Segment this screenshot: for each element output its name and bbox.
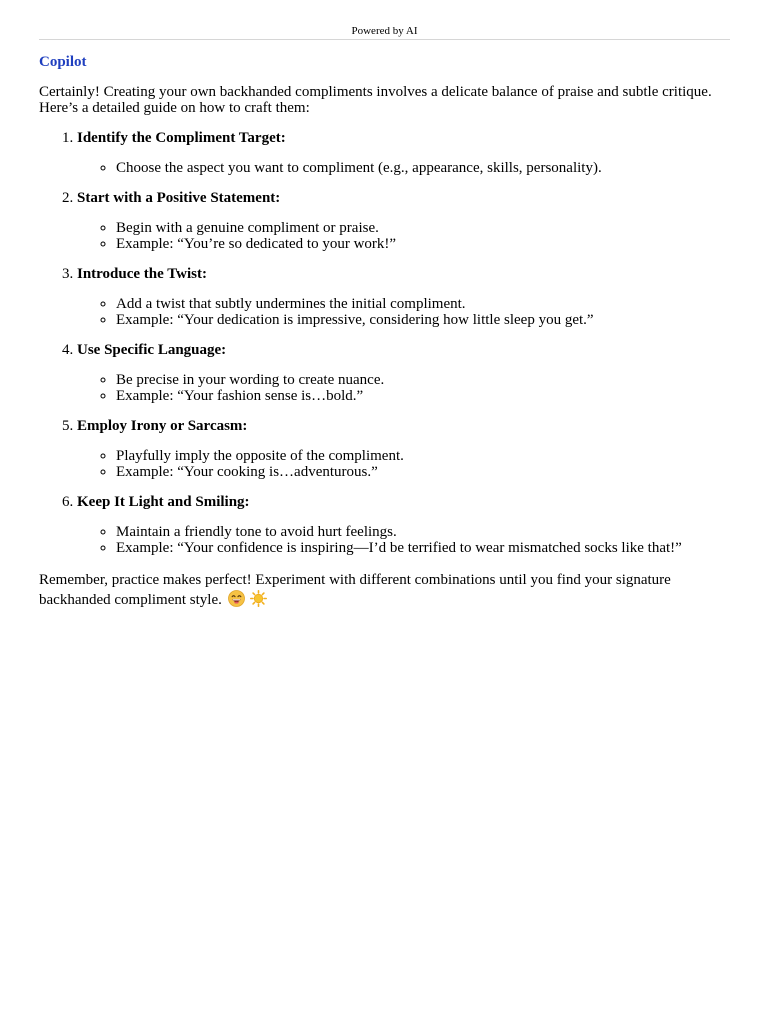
list-item xyxy=(77,130,730,176)
list-item xyxy=(77,190,730,252)
list-item xyxy=(77,266,730,328)
sender-name: Copilot xyxy=(39,54,87,70)
bullet-list xyxy=(77,296,730,328)
step-title: Use Specific Language: xyxy=(77,342,227,358)
bullet-list xyxy=(77,448,730,480)
powered-by-banner: Powered by AI xyxy=(39,0,730,40)
bullet-item: ◦ Be precise in your wording to create nuance. xyxy=(116,372,730,388)
list-item xyxy=(77,494,730,556)
bullet-list xyxy=(77,372,730,404)
bullet-item: ◦ Choose the aspect you want to compliment (e.g., appearance, skills, personality). xyxy=(116,160,730,176)
bullet-list xyxy=(77,160,730,176)
list-item xyxy=(77,418,730,480)
bullet-list xyxy=(77,524,730,556)
bullet-item: ◦ Playfully imply the opposite of the compliment. xyxy=(116,448,730,464)
bullet-item: ◦ Example: “Your dedication is impressive, considering how little sleep you get.” xyxy=(116,312,730,328)
bullet-item: ◦ Add a twist that subtly undermines the initial compliment. xyxy=(116,296,730,312)
bullet-item: ◦ Example: “Your confidence is inspiring—I’d be terrified to wear mismatched socks like that!” xyxy=(116,540,730,556)
intro-text: Certainly! Creating your own backhanded compliments involves a delicate balance of praise and subtle critique. Here’s a detailed guide on how to craft them: xyxy=(39,84,712,116)
step-title: Keep It Light and Smiling: xyxy=(77,494,250,510)
closing-sentence: Remember, practice makes perfect! Experiment with different combinations until you find your signature backhanded compliment style. xyxy=(39,572,671,608)
step-title: Identify the Compliment Target: xyxy=(77,130,286,146)
grinning-face-icon xyxy=(228,590,245,613)
step-title: Start with a Positive Statement: xyxy=(77,190,281,206)
sun-icon xyxy=(250,590,267,613)
steps-list xyxy=(39,130,730,556)
bullet-item: ◦ Begin with a genuine compliment or praise. xyxy=(116,220,730,236)
bullet-item: ◦ Example: “Your fashion sense is…bold.” xyxy=(116,388,730,404)
chat-page xyxy=(39,0,730,613)
bullet-list xyxy=(77,220,730,252)
bullet-item: ◦ Example: “You’re so dedicated to your work!” xyxy=(116,236,730,252)
bullet-item: ◦ Example: “Your cooking is…adventurous.” xyxy=(116,464,730,480)
bullet-item: ◦ Maintain a friendly tone to avoid hurt feelings. xyxy=(116,524,730,540)
step-title: Employ Irony or Sarcasm: xyxy=(77,418,248,434)
step-title: Introduce the Twist: xyxy=(77,266,208,282)
closing-text xyxy=(39,571,730,613)
list-item xyxy=(77,342,730,404)
